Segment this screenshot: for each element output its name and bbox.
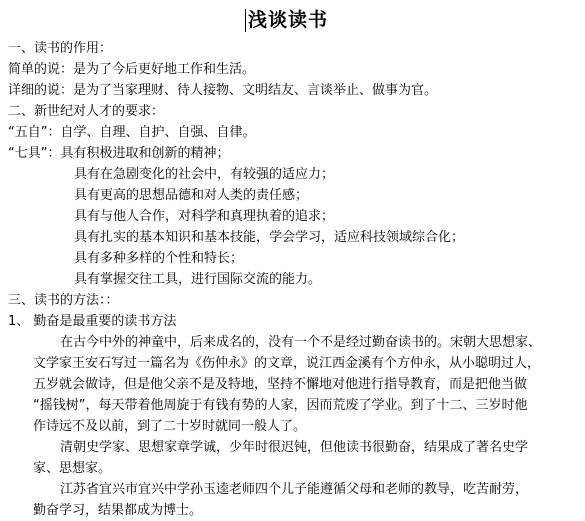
section-heading-requirements: 二、新世纪对人才的要求： bbox=[8, 104, 165, 119]
section-heading-methods: 三、读书的方法：： bbox=[8, 293, 119, 308]
paragraph-line: 家、思想家。 bbox=[33, 461, 112, 476]
paragraph-line: 简单的说：是为了今后更好地工作和生活。 bbox=[8, 62, 256, 77]
paragraph-line: “五自”：自学、自理、自护、自强、自律。 bbox=[8, 125, 256, 140]
paragraph-line: 在古今中外的神童中，后来成名的，没有一个不是经过勤奋读书的。宋朝大思想家、 bbox=[60, 335, 542, 350]
list-item: 具有更高的思想品德和对人类的责任感； bbox=[74, 188, 309, 203]
subsection-heading: 1、 勤奋是最重要的读书方法 bbox=[8, 314, 177, 329]
paragraph-line: 清朝史学家、思想家章学诚，少年时很迟钝，但他读书很勤奋，结果成了著名史学 bbox=[60, 440, 529, 455]
list-item: 具有掌握交往工具，进行国际交流的能力。 bbox=[74, 272, 322, 287]
paragraph-line: 江苏省宜兴市宜兴中学孙玉逵老师四个儿子能遵循父母和老师的教导，吃苦耐劳， bbox=[60, 482, 529, 497]
list-item: 具有扎实的基本知识和基本技能，学会学习，适应科技领域综合化； bbox=[74, 230, 465, 245]
list-item: 具有多种多样的个性和特长； bbox=[74, 251, 244, 266]
paragraph-line: 文学家王安石写过一篇名为《伤仲永》的文章，说江西金溪有个方仲永，从小聪明过人， bbox=[33, 356, 541, 371]
list-item: 具有在急剧变化的社会中，有较强的适应力； bbox=[74, 167, 335, 182]
paragraph-line: “七具”：具有积极进取和创新的精神； bbox=[8, 146, 230, 161]
section-heading-purpose: 一、读书的作用： bbox=[8, 41, 113, 56]
paragraph-line: 五岁就会做诗，但是他父亲不是及特地，坚持不懈地对他进行指导教育，而是把他当做 bbox=[33, 377, 528, 392]
list-item: 具有与他人合作，对科学和真理执着的追求； bbox=[74, 209, 335, 224]
document-title: 浅谈读书 bbox=[248, 9, 329, 31]
paragraph-line: “摇钱树”，每天带着他周旋于有钱有势的人家，因而荒废了学业。到了十二、三岁时他 bbox=[33, 398, 528, 413]
paragraph-line: 勤奋学习，结果都成为博士。 bbox=[33, 503, 203, 518]
text-cursor bbox=[245, 9, 246, 32]
paragraph-line: 作诗远不及以前，到了二十岁时就同一般人了。 bbox=[33, 419, 307, 434]
paragraph-line: 详细的说：是为了当家理财、待人接物、文明结友、言谈举止、做事为官。 bbox=[8, 83, 438, 98]
